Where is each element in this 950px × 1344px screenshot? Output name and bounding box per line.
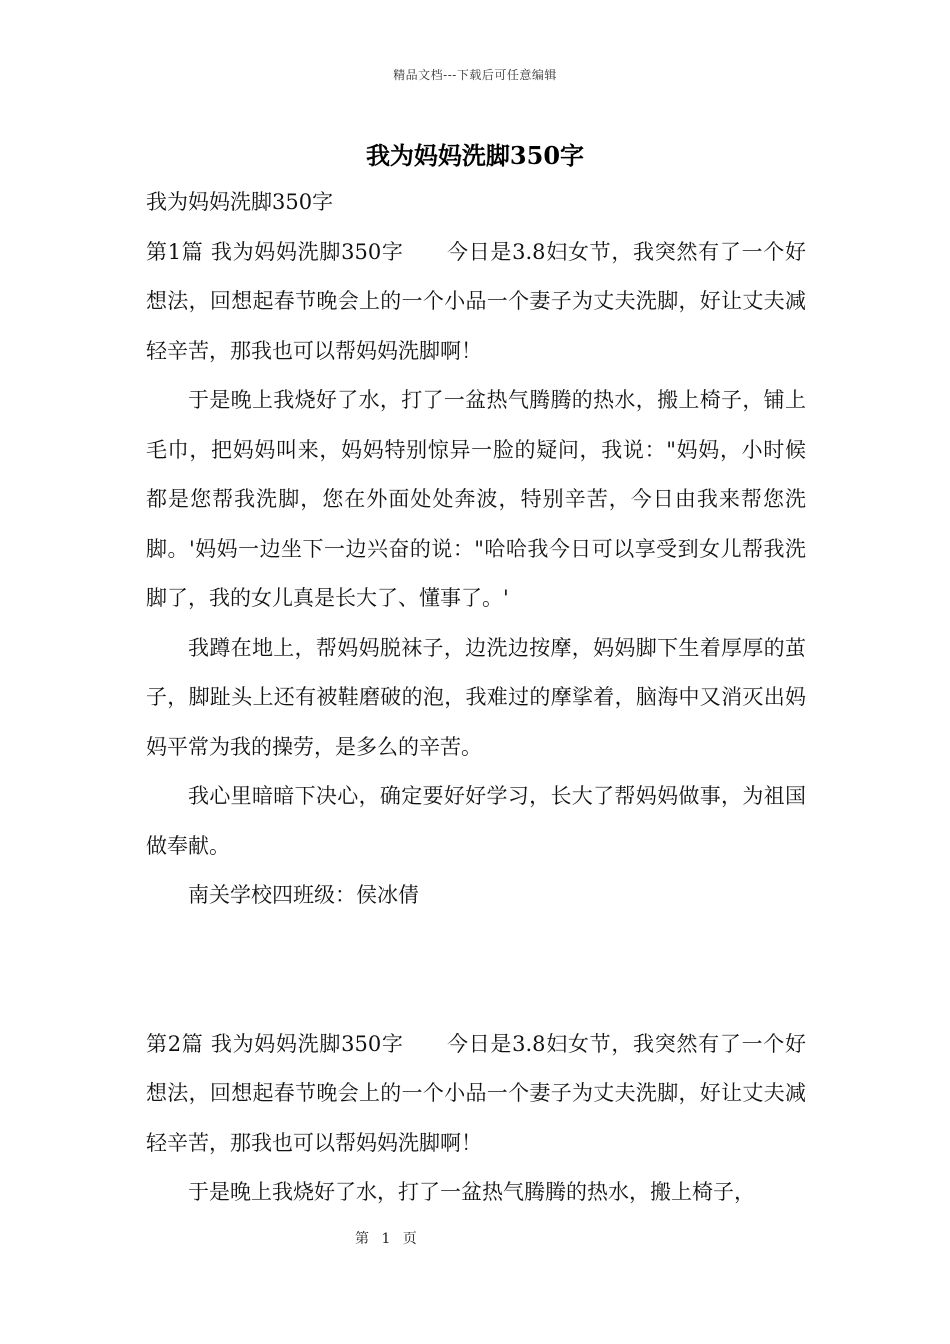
section2-paragraph-2: 于是晚上我烧好了水，打了一盆热气腾腾的热水，搬上椅子， xyxy=(188,1180,755,1204)
section-gap xyxy=(146,921,806,1020)
section1-paragraph-1: 第1篇 我为妈妈洗脚350字 今日是3.8妇女节，我突然有了一个好想法，回想起春节晚会上的一个小品一个妻子为丈夫洗脚，好让丈夫减轻辛苦，那我也可以帮妈妈洗脚啊！ xyxy=(146,239,806,363)
document-body xyxy=(146,178,806,1218)
section1-paragraph-4: 我心里暗暗下决心，确定要好好学习，长大了帮妈妈做事，为祖国做奉献。 xyxy=(146,784,806,858)
section1-signature: 南关学校四班级：侯冰倩 xyxy=(188,883,419,907)
section2-paragraph-1: 第2篇 我为妈妈洗脚350字 今日是3.8妇女节，我突然有了一个好想法，回想起春节晚会上的一个小品一个妻子为丈夫洗脚，好让丈夫减轻辛苦，那我也可以帮妈妈洗脚啊！ xyxy=(146,1031,806,1155)
page-number-footer: 第 1 页 xyxy=(355,1231,421,1247)
document-title: 我为妈妈洗脚350字 xyxy=(365,141,585,170)
section1-paragraph-3: 我蹲在地上，帮妈妈脱袜子，边洗边按摩，妈妈脚下生着厚厚的茧子，脚趾头上还有被鞋磨破的泡，我难过的摩挲着，脑海中又消灭出妈妈平常为我的操劳，是多么的辛苦。 xyxy=(146,635,806,759)
section1-paragraph-2: 于是晚上我烧好了水，打了一盆热气腾腾的热水，搬上椅子，铺上毛巾，把妈妈叫来，妈妈特别惊异一脸的疑问，我说："妈妈，小时候都是您帮我洗脚，您在外面处处奔波，特别辛苦，今日由我来帮您洗脚。'妈妈一边坐下一边兴奋的说："哈哈我今日可以享受到女儿帮我洗脚了，我的女儿真是长大了、懂事了。' xyxy=(146,388,806,610)
document-subtitle: 我为妈妈洗脚350字 xyxy=(146,190,334,214)
header-note: 精品文档---下载后可任意编辑 xyxy=(393,68,557,82)
